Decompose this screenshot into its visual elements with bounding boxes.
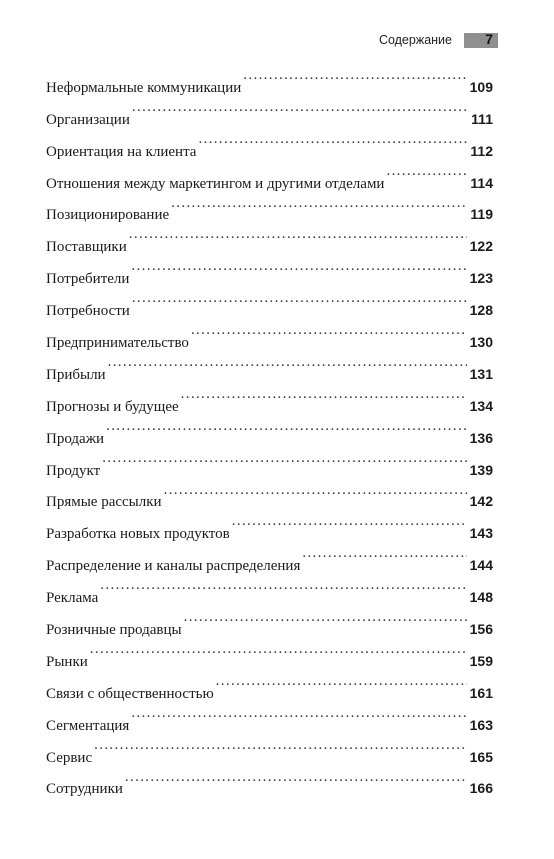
dot-leader [131,698,466,730]
dot-leader [90,634,467,666]
toc-entry-page: 114 [470,174,493,191]
toc-entry-page: 144 [469,557,493,574]
toc-entry-page: 161 [469,684,493,701]
toc-entry [46,730,493,766]
toc-entry-title: Ориентация на клиента [46,143,197,160]
toc-entry-page: 128 [469,302,493,319]
toc-entry-title: Организации [46,111,130,128]
toc-entry-page: 111 [471,110,493,127]
toc-entry-title: Сотрудники [46,781,123,798]
dot-leader [94,730,467,762]
toc-entry-page: 156 [469,621,493,638]
toc-entry-title: Рынки [46,653,88,670]
toc-entry-page: 112 [470,142,493,159]
toc-entry [46,666,493,702]
dot-leader [125,762,467,794]
page-number-tab [464,30,498,48]
toc-entry [46,762,493,798]
dot-leader [164,475,467,507]
dot-leader [243,60,466,92]
toc-entry-title: Потребности [46,303,130,320]
toc-entry-page: 122 [469,238,493,255]
dot-leader [191,315,467,347]
toc-entry-page: 163 [469,716,493,733]
toc-entry [46,634,493,670]
toc-entry-title: Неформальные коммуникации [46,79,242,96]
toc-entry-title: Продажи [46,430,105,447]
toc-entry [46,443,493,479]
toc-entry-title: Отношения между маркетингом и другими отделами [46,175,385,192]
toc-entry-page: 143 [469,525,493,542]
toc-entry-title: Прогнозы и будущее [46,398,179,415]
dot-leader [102,443,466,475]
toc-entry-page: 166 [469,780,493,797]
toc-entry-title: Прибыли [46,366,106,383]
toc-entry [46,347,493,383]
toc-entry-title: Потребители [46,271,130,288]
dot-leader [108,347,467,379]
toc-entry-page: 109 [469,78,493,95]
dot-leader [386,156,467,188]
toc-entry [46,60,493,96]
toc-entry-title: Связи с общественностью [46,685,214,702]
toc-entry-page: 119 [470,206,493,223]
toc-entry-title: Распределение и каналы распределения [46,558,301,575]
toc-entry [46,475,493,511]
toc-entry-page: 165 [469,748,493,765]
dot-leader [184,602,467,634]
dot-leader [216,666,467,698]
dot-leader [181,379,467,411]
toc-entry-title: Разработка новых продуктов [46,526,230,543]
table-of-contents [46,60,493,798]
toc-entry-title: Сегментация [46,717,130,734]
toc-entry-title: Розничные продавцы [46,622,182,639]
toc-entry-page: 139 [469,461,493,478]
toc-entry-title: Позиционирование [46,207,170,224]
toc-entry-page: 123 [469,270,493,287]
toc-entry-page: 130 [469,334,493,351]
toc-entry-title: Прямые рассылки [46,494,162,511]
dot-leader [131,251,466,283]
toc-entry-page: 131 [469,365,493,382]
dot-leader [132,283,467,315]
dot-leader [171,188,467,220]
toc-entry [46,411,493,447]
toc-entry-page: 142 [469,493,493,510]
toc-entry-page: 148 [469,589,493,606]
dot-leader [100,570,466,602]
toc-entry-title: Предпринимательство [46,335,189,352]
dot-leader [232,506,467,538]
toc-entry [46,570,493,607]
toc-entry-page: 159 [469,652,493,669]
dot-leader [129,219,467,251]
toc-entry [46,379,493,415]
dot-leader [302,538,466,570]
running-header [379,31,498,49]
toc-entry-title: Сервис [46,749,93,766]
toc-entry-title: Поставщики [46,239,127,256]
toc-entry-page: 134 [469,397,493,414]
section-title: Содержание [378,33,452,47]
dot-leader [132,92,468,124]
dot-leader [106,411,467,443]
toc-entry [46,602,493,639]
toc-entry-title: Продукт [46,462,101,479]
dot-leader [198,124,467,156]
toc-entry-title: Реклама [46,590,99,607]
toc-entry-page: 136 [469,429,493,446]
page-number: 7 [485,30,493,47]
